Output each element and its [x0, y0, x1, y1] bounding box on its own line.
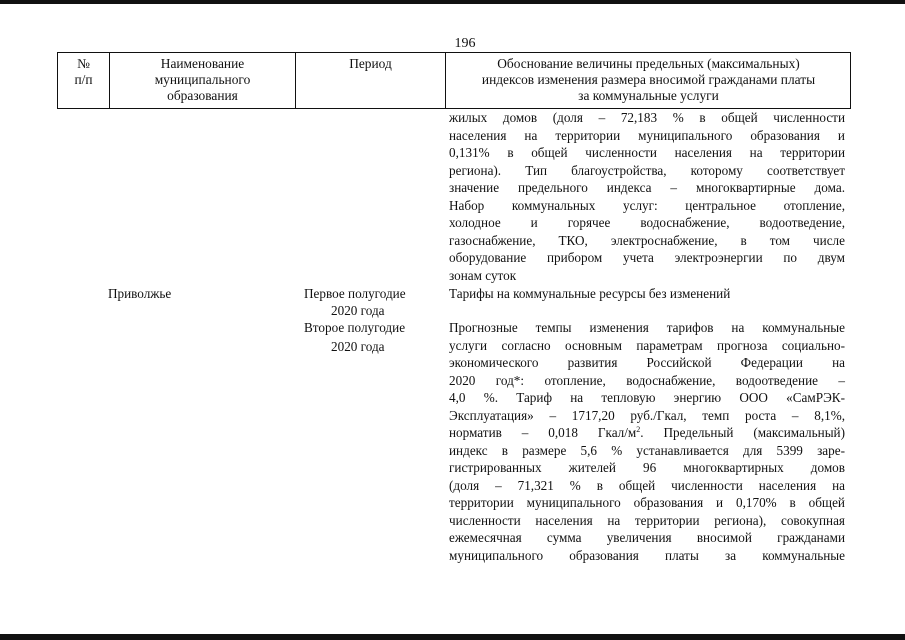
text-line: (доля – 71,321 % в общей численности населения на	[449, 477, 845, 493]
text-line: газоснабжение, ТКО, электроснабжение, в том числе	[449, 232, 845, 248]
text-line: региона). Тип благоустройства, которому соответствует	[449, 162, 845, 178]
top-border	[0, 0, 905, 4]
text-line-with-superscript	[449, 424, 845, 442]
text-line: Эксплуатация» – 1717,20 руб./Гкал, темп роста – 8,1%,	[449, 407, 845, 423]
period-second-half: Второе полугодие	[304, 320, 406, 335]
text-line: 0,131% в общей численности населения на территории	[449, 145, 845, 160]
text-line: гистрированных жителей 96 многоквартирных домов	[449, 460, 845, 475]
text-line: ежемесячная сумма увеличения вносимой гражданами	[449, 530, 845, 545]
text-line: зонам суток	[449, 267, 517, 283]
text-line: 4,0 %. Тариф на тепловую энергию ООО «СамРЭК-	[449, 390, 845, 405]
header-col-basis	[445, 53, 851, 108]
text-line: экономического развития Российской Федерации на	[449, 355, 845, 370]
header-text: образования	[167, 88, 238, 103]
table-header	[57, 52, 851, 109]
header-text: Обоснование величины предельных (максимальных)	[497, 56, 800, 71]
header-col-period	[295, 53, 445, 108]
text-line: численности населения на территории региона), совокупная	[449, 512, 845, 528]
municipality-name: Приволжье	[108, 286, 172, 301]
period-second-half-year: 2020 года	[331, 339, 385, 354]
period-first-half-year: 2020 года	[331, 303, 385, 318]
bottom-border	[0, 634, 905, 640]
header-text: п/п	[74, 72, 93, 87]
text-line: значение предельного индекса – многоквартирные дома.	[449, 180, 845, 195]
text-segment: норматив – 0,018 Гкал/м	[449, 425, 637, 440]
header-text: индексов изменения размера вносимой гражданами платы	[481, 72, 816, 87]
text-line: населения на территории муниципального образования и	[449, 127, 845, 143]
header-text: Наименование	[160, 56, 245, 71]
page-number: 196	[454, 36, 476, 51]
text-line: оборудование прибором учета электроэнергии по двум	[449, 250, 845, 265]
header-text: №	[77, 56, 90, 71]
text-line: услуги согласно основным параметрам прогноза социально-	[449, 337, 845, 353]
header-text: Период	[349, 56, 392, 71]
header-col-number	[58, 53, 109, 108]
text-line: индекс в размере 5,6 % устанавливается для 5399 заре-	[449, 442, 845, 458]
text-segment: . Предельный (максимальный)	[640, 425, 845, 440]
period-first-half: Первое полугодие	[304, 286, 406, 301]
text-line: жилых домов (доля – 72,183 % в общей численности	[449, 110, 845, 125]
header-text: за коммунальные услуги	[578, 88, 719, 103]
text-line: Прогнозные темпы изменения тарифов на коммунальные	[449, 320, 845, 335]
header-text: муниципального	[154, 72, 251, 87]
text-line: муниципального образования платы за коммунальные	[449, 547, 845, 563]
text-line: 2020 год*: отопление, водоснабжение, водоотведение –	[449, 372, 845, 388]
text-line: холодное и горячее водоснабжение, водоотведение,	[449, 215, 845, 230]
superscript: 2	[636, 425, 641, 434]
text-line: территории муниципального образования и 0,170% в общей	[449, 495, 845, 510]
basis-first-half: Тарифы на коммунальные ресурсы без изменений	[449, 286, 731, 301]
text-line: Набор коммунальных услуг: центральное отопление,	[449, 197, 845, 213]
header-col-municipality	[109, 53, 295, 108]
